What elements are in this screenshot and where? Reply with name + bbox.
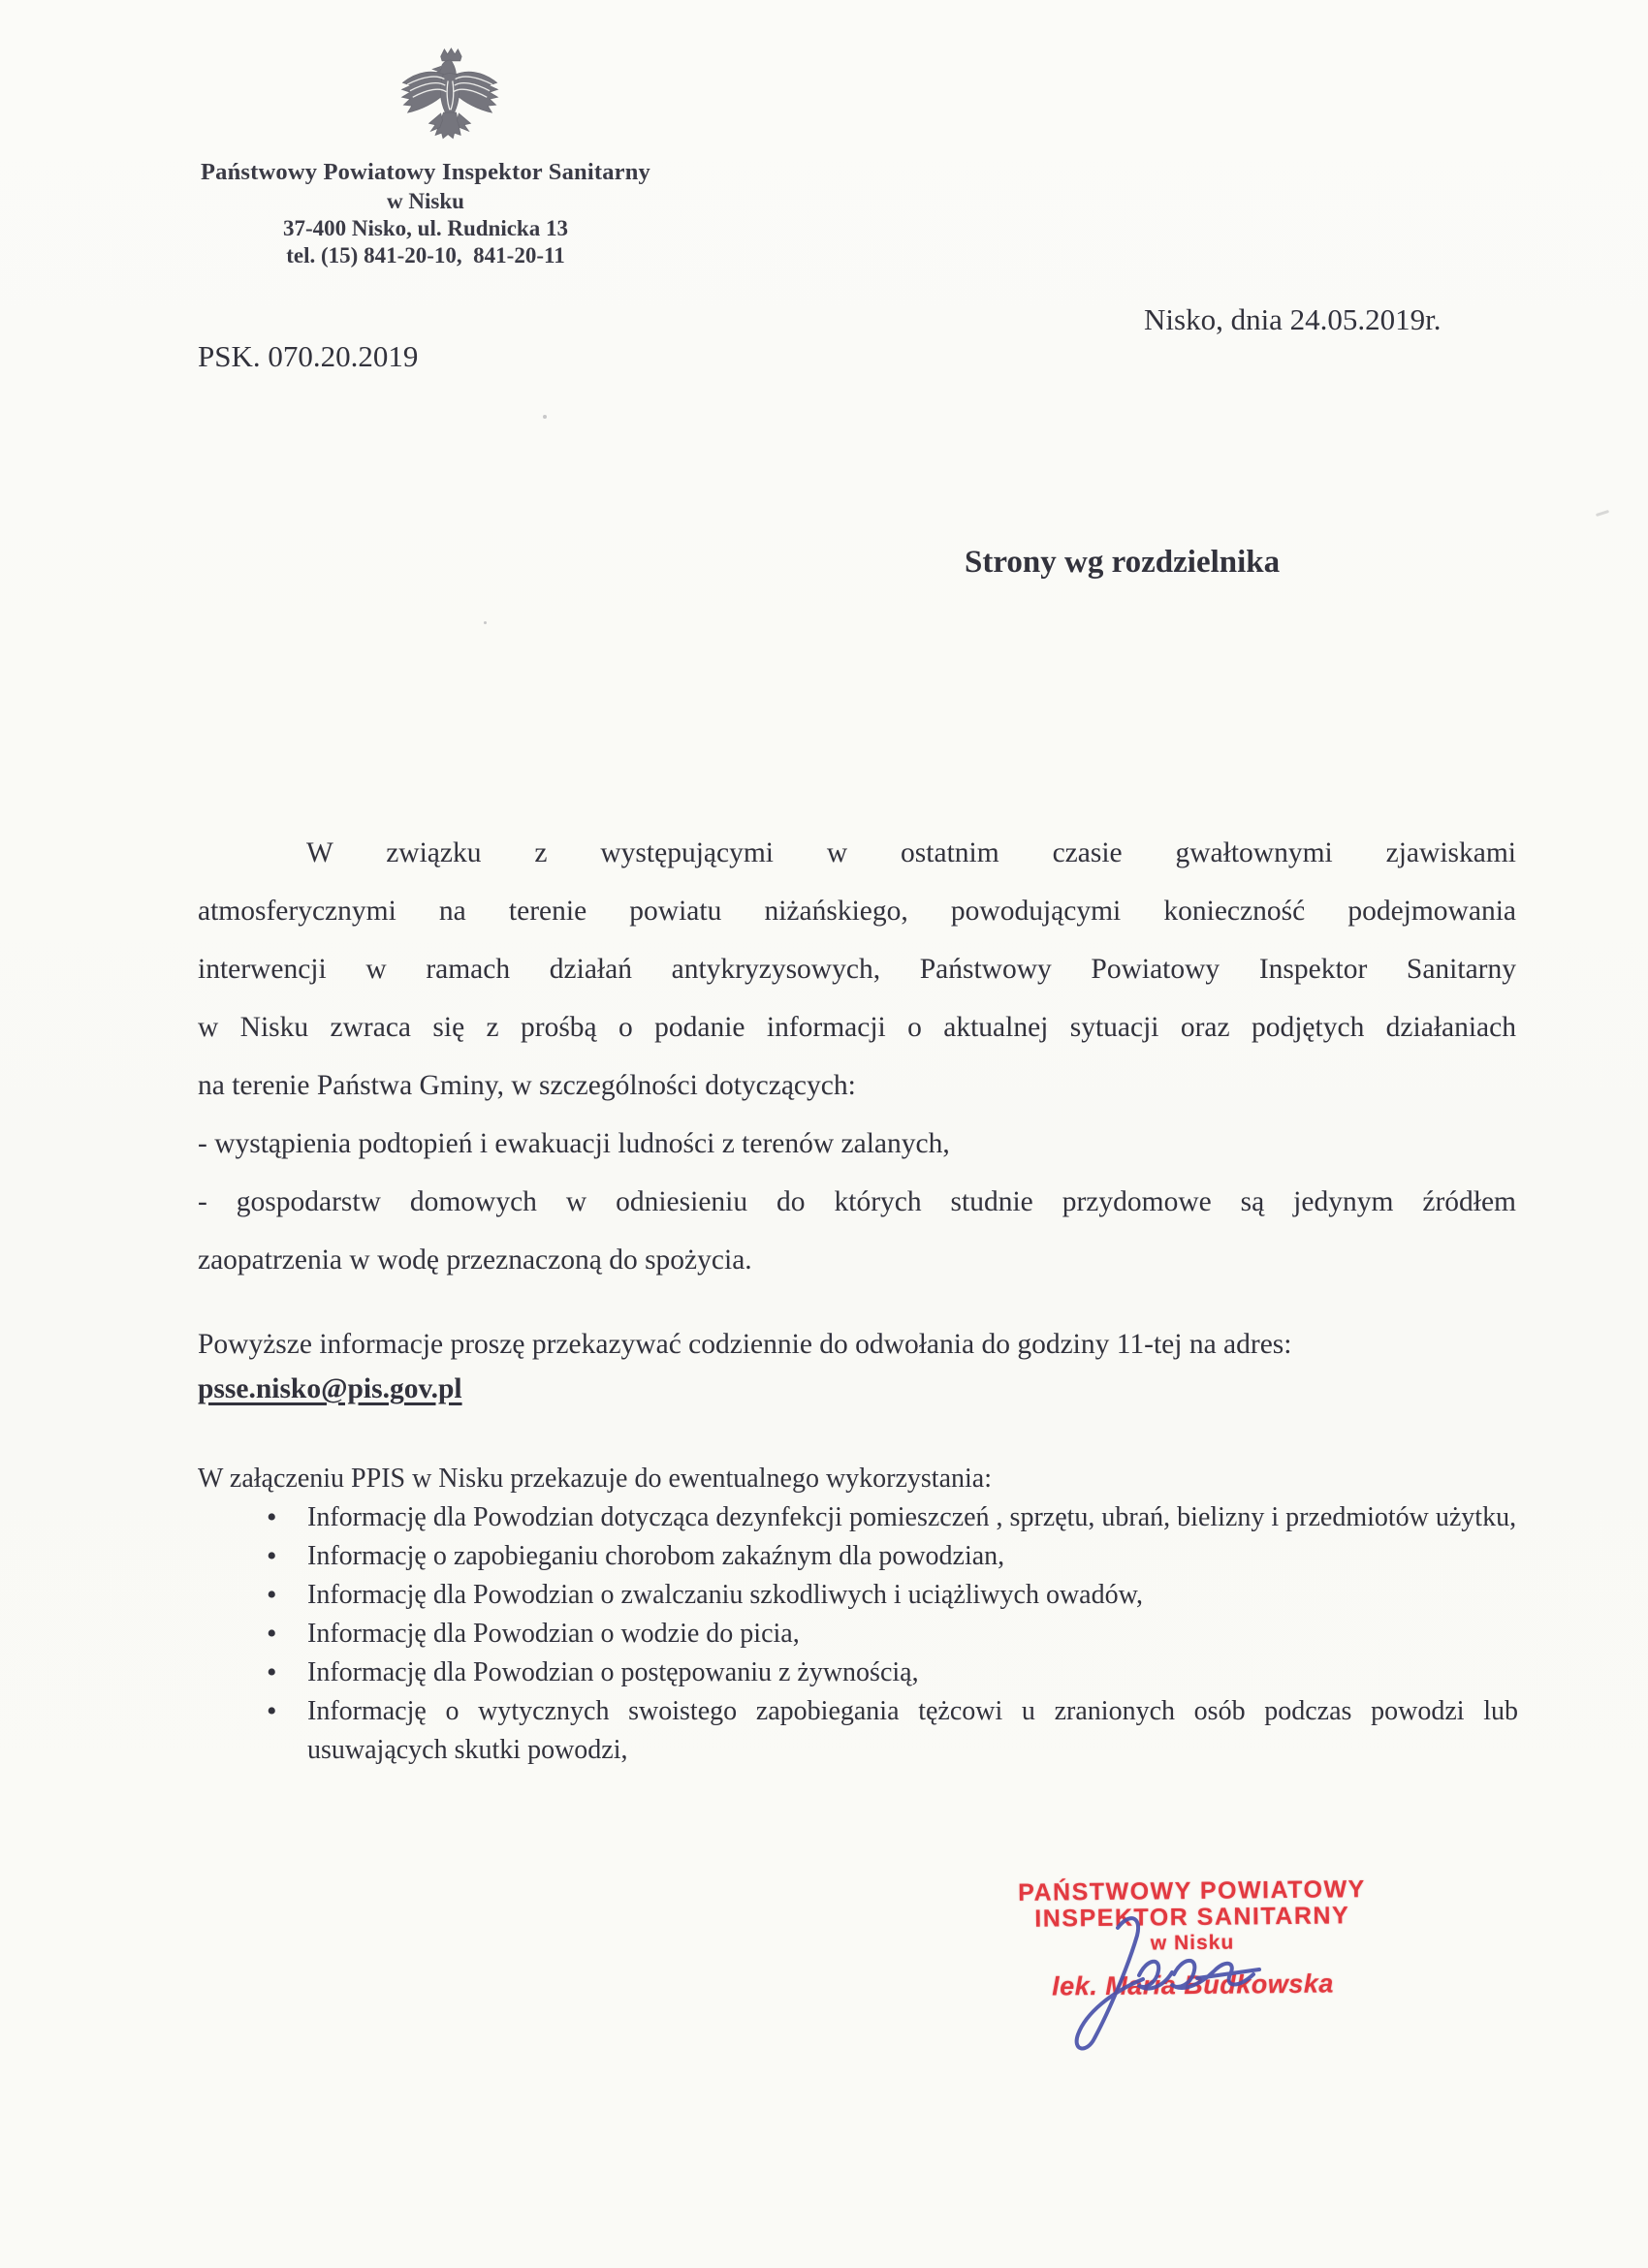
polish-eagle-emblem-icon bbox=[394, 47, 506, 155]
body-line: atmosferycznymi na terenie powiatu niżańskiego, powodującymi konieczność podejmowania bbox=[198, 896, 1516, 927]
stamp-signer-name: lek. Maria Budkowska bbox=[1052, 1969, 1334, 2001]
dash-item: - wystąpienia podtopień i ewakuacji ludności z terenów zalanych, bbox=[198, 1128, 950, 1159]
letterhead-org-name: Państwowy Powiatowy Inspektor Sanitarny bbox=[200, 159, 651, 185]
letterhead-address: 37-400 Nisko, ul. Rudnicka 13 bbox=[283, 216, 568, 240]
attachment-item: • Informację dla Powodzian o zwalczaniu szkodliwych i uciążliwych owadów, bbox=[307, 1576, 1518, 1615]
body-line: na terenie Państwa Gminy, w szczególności dotyczących: bbox=[198, 1070, 856, 1101]
body-paragraph-main bbox=[198, 824, 1516, 1289]
attachment-item: • Informację dla Powodzian dotycząca dezynfekcji pomieszczeń , sprzętu, ubrań, bielizny i przedmiotów użytku, bbox=[307, 1498, 1518, 1537]
stamp-line: w Nisku bbox=[1150, 1931, 1235, 1955]
attachment-item: • Informację dla Powodzian o postępowaniu z żywnością, bbox=[307, 1654, 1518, 1692]
attachment-item: • Informację o wytycznych swoistego zapobiegania tężcowi u zranionych osób podczas powodzi lub usuwających skutki powodzi, bbox=[307, 1692, 1518, 1770]
attachments-intro: W załączeniu PPIS w Nisku przekazuje do ewentualnego wykorzystania: bbox=[198, 1464, 992, 1494]
scan-speck bbox=[484, 621, 487, 624]
handwritten-signature bbox=[1052, 1914, 1284, 2069]
dash-item: - gospodarstw domowych w odniesieniu do których studnie przydomowe są jedynym źródłem bbox=[198, 1186, 1516, 1217]
letterhead-phone: tel. (15) 841-20-10, 841-20-11 bbox=[286, 243, 565, 268]
attachment-item: • Informację dla Powodzian o wodzie do picia, bbox=[307, 1615, 1518, 1654]
scan-speck bbox=[1596, 510, 1609, 517]
body-line: zaopatrzenia w wodę przeznaczoną do spożycia. bbox=[198, 1244, 752, 1276]
email-address: psse.nisko@pis.gov.pl bbox=[198, 1373, 462, 1404]
attachment-item: • Informację o zapobieganiu chorobom zakaźnym dla powodzian, bbox=[307, 1537, 1518, 1576]
stamp-line: PAŃSTWOWY POWIATOWY bbox=[1018, 1875, 1366, 1906]
letterhead bbox=[192, 157, 659, 269]
body-paragraph-instruction bbox=[198, 1322, 1516, 1411]
attachments-section bbox=[198, 1460, 1518, 1770]
letterhead-org-city: w Nisku bbox=[387, 189, 464, 213]
body-line: w Nisku zwraca się z prośbą o podanie informacji o aktualnej sytuacji oraz podjętych działaniach bbox=[198, 1012, 1516, 1043]
place-date: Nisko, dnia 24.05.2019r. bbox=[1144, 302, 1442, 336]
addressee-title: Strony wg rozdzielnika bbox=[965, 545, 1281, 580]
scan-speck bbox=[543, 415, 547, 419]
attachments-list bbox=[198, 1498, 1518, 1770]
body-line: W związku z występującymi w ostatnim czasie gwałtownymi zjawiskami bbox=[306, 837, 1516, 868]
stamp-line: INSPEKTOR SANITARNY bbox=[1034, 1902, 1350, 1933]
instruction-line: Powyższe informacje proszę przekazywać codziennie do odwołania do godziny 11-tej na adres: bbox=[198, 1329, 1292, 1360]
body-line: interwencji w ramach działań antykryzysowych, Państwowy Powiatowy Inspektor Sanitarny bbox=[198, 954, 1516, 985]
reference-number: PSK. 070.20.2019 bbox=[198, 339, 419, 373]
